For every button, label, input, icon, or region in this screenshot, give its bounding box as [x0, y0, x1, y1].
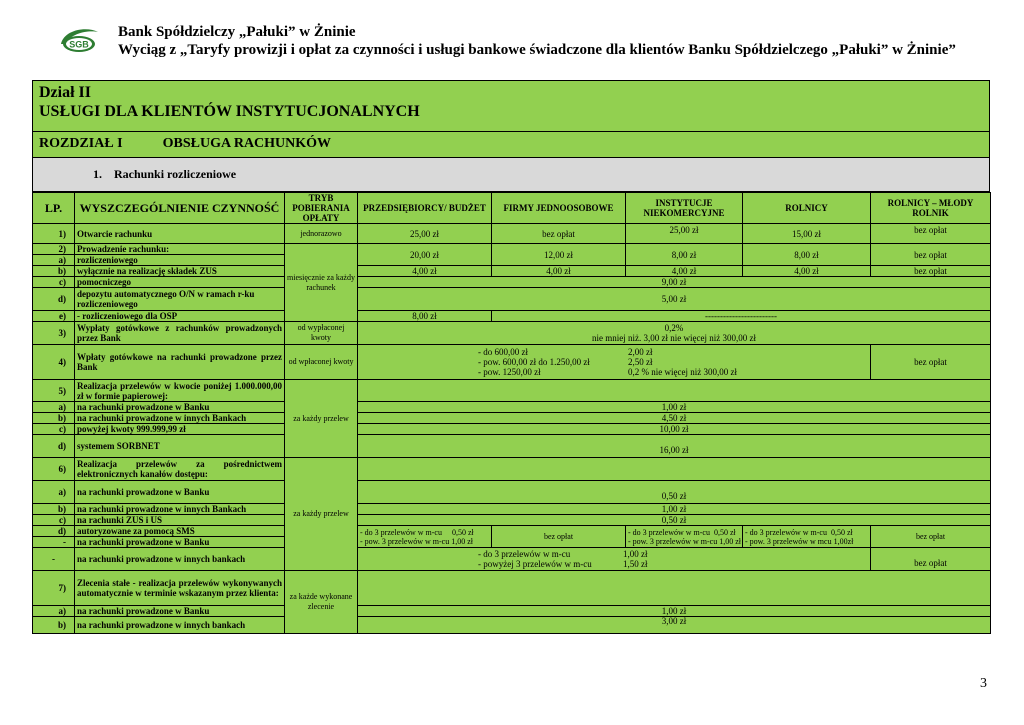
- row-lp: a): [33, 255, 75, 266]
- col-tryb: TRYB POBIERANIA OPŁATY: [285, 193, 358, 224]
- row-firmy: bez opłat: [492, 526, 626, 548]
- row-mlody-rolnik: bez opłat: [871, 244, 991, 266]
- row-firmy: bez opłat: [492, 224, 626, 244]
- table-row: [33, 266, 991, 277]
- row-tryb: za każde wykonane zlecenie: [285, 571, 358, 634]
- col-description: WYSZCZEGÓLNIENIE CZYNNOŚĆ: [75, 193, 285, 224]
- row-rolnicy: 15,00 zł: [743, 224, 871, 244]
- row-tryb: od wypłaconej kwoty: [285, 322, 358, 345]
- row-tryb: za każdy przelew: [285, 458, 358, 571]
- table-row: [33, 413, 991, 424]
- row-desc: na rachunki prowadzone w Banku: [75, 606, 285, 617]
- row-tryb: miesięcznie za każdy rachunek: [285, 244, 358, 322]
- chapter-header: [32, 132, 990, 158]
- row-desc: autoryzowane za pomocą SMS: [75, 526, 285, 537]
- value-limits: nie mniej niż. 3,00 zł nie więcej niż 300,00 zł: [592, 333, 756, 343]
- row-lp: a): [33, 481, 75, 504]
- row-desc: powyżej kwoty 999.999,99 zł: [75, 424, 285, 435]
- svg-text:SGB: SGB: [69, 39, 89, 50]
- row-lp: b): [33, 504, 75, 515]
- table-row: [33, 277, 991, 288]
- row-desc: Wypłaty gotówkowe z rachunków prowadzonych przez Bank: [75, 322, 285, 345]
- row-desc: na rachunki prowadzone w Banku: [75, 481, 285, 504]
- row-lp: 5): [33, 380, 75, 402]
- row-mlody-rolnik: bez opłat: [871, 548, 991, 571]
- row-desc: na rachunki prowadzone w Banku: [75, 402, 285, 413]
- page-header: [52, 20, 1012, 64]
- row-value: [358, 322, 991, 345]
- row-tryb: za każdy przelew: [285, 380, 358, 458]
- table-row: [33, 224, 991, 244]
- table-row: [33, 548, 991, 571]
- row-desc: wyłącznie na realizację składek ZUS: [75, 266, 285, 277]
- row-dashes: ------------------------: [492, 311, 991, 322]
- table-row: [33, 571, 991, 606]
- row-desc: Zlecenia stałe - realizacja przelewów wykonywanych automatycznie w terminie wskazanym przez klienta:: [75, 571, 285, 606]
- row-tryb: jednorazowo: [285, 224, 358, 244]
- row-firmy: 4,00 zł: [492, 266, 626, 277]
- table-row: [33, 617, 991, 634]
- tariff-sheet: [32, 80, 990, 634]
- row-value: 5,00 zł: [358, 288, 991, 311]
- table-row: [33, 515, 991, 526]
- table-row: [33, 606, 991, 617]
- row-lp: c): [33, 277, 75, 288]
- row-rolnicy: 8,00 zł: [743, 244, 871, 266]
- table-row: [33, 380, 991, 402]
- row-lp: 3): [33, 322, 75, 345]
- row-tiered-values: - do 600,00 zł 2,00 zł - pow. 600,00 zł do 1.250,00 zł 2,50 zł - pow. 1250,00 zł 0,2 % nie więcej niż 300,00 zł: [358, 345, 871, 380]
- row-desc: na rachunki prowadzone w innych bankach: [75, 548, 285, 571]
- rozdzial-title: OBSŁUGA RACHUNKÓW: [162, 136, 332, 151]
- table-row: [33, 458, 991, 481]
- table-row: [33, 288, 991, 311]
- row-lp: b): [33, 413, 75, 424]
- table-row: [33, 345, 991, 380]
- row-instytucje: 25,00 zł: [626, 224, 743, 244]
- row-lp: -: [33, 537, 75, 548]
- row-lp: a): [33, 606, 75, 617]
- table-row: [33, 504, 991, 515]
- row-value: 1,00 zł: [358, 606, 991, 617]
- document-subtitle: Wyciąg z „Taryfy prowizji i opłat za czynności i usługi bankowe świadczone dla klientów Banku Spółdzielczego „Pałuki” w Żninie”: [118, 42, 956, 58]
- row-lp: b): [33, 266, 75, 277]
- col-lp: LP.: [33, 193, 75, 224]
- table-row: [33, 244, 991, 255]
- row-firmy: 12,00 zł: [492, 244, 626, 266]
- row-tryb: od wpłaconej kwoty: [285, 345, 358, 380]
- dzial-label: Dział II: [39, 84, 91, 101]
- row-lp: 2): [33, 244, 75, 255]
- bank-name: Bank Spółdzielczy „Pałuki” w Żninie: [118, 24, 356, 40]
- row-value: 1,00 zł: [358, 402, 991, 413]
- row-empty: [358, 380, 991, 402]
- row-instytucje: 4,00 zł: [626, 266, 743, 277]
- row-mlody-rolnik: bez opłat: [871, 266, 991, 277]
- row-desc: na rachunki prowadzone w innych Bankach: [75, 413, 285, 424]
- row-lp: a): [33, 402, 75, 413]
- row-desc: Otwarcie rachunku: [75, 224, 285, 244]
- table-row: [33, 311, 991, 322]
- col-firmy: FIRMY JEDNOOSOBOWE: [492, 193, 626, 224]
- row-mlody-rolnik: bez opłat: [871, 345, 991, 380]
- row-lp: d): [33, 288, 75, 311]
- row-value: 10,00 zł: [358, 424, 991, 435]
- row-desc: na rachunki prowadzone w Banku: [75, 537, 285, 548]
- row-przedsiebiorcy: 20,00 zł: [358, 244, 492, 266]
- row-desc: Realizacja przelewów za pośrednictwem elektronicznych kanałów dostępu:: [75, 458, 285, 481]
- row-tiered-values: - do 3 przelewów w m-cu 1,00 zł - powyżej 3 przelewów w m-cu 1,50 zł: [358, 548, 871, 571]
- row-lp: c): [33, 515, 75, 526]
- row-desc: rozliczeniowego: [75, 255, 285, 266]
- value-percent: 0,2%: [664, 323, 684, 333]
- row-instytucje: - do 3 przelewów w m-cu 0,50 zł - pow. 3 przelewów w m-cu 1,00 zł: [626, 526, 743, 548]
- table-row: [33, 424, 991, 435]
- row-desc: Prowadzenie rachunku:: [75, 244, 285, 255]
- row-lp: -: [33, 548, 75, 571]
- row-lp: d): [33, 435, 75, 458]
- sgb-logo: [56, 24, 102, 56]
- row-lp: 4): [33, 345, 75, 380]
- table-row: [33, 402, 991, 413]
- row-desc: na rachunki prowadzone w innych Bankach: [75, 504, 285, 515]
- row-desc: pomocniczego: [75, 277, 285, 288]
- row-desc: Wpłaty gotówkowe na rachunki prowadzone przez Bank: [75, 345, 285, 380]
- row-desc: systemem SORBNET: [75, 435, 285, 458]
- row-przedsiebiorcy: 8,00 zł: [358, 311, 492, 322]
- row-instytucje: 8,00 zł: [626, 244, 743, 266]
- row-empty: [358, 571, 991, 606]
- row-desc: depozytu automatycznego O/N w ramach r-ku rozliczeniowego: [75, 288, 285, 311]
- row-desc: Realizacja przelewów w kwocie poniżej 1.000.000,00 zł w formie papierowej:: [75, 380, 285, 402]
- row-lp: 7): [33, 571, 75, 606]
- row-rolnicy: 4,00 zł: [743, 266, 871, 277]
- row-desc: na rachunki ZUS i US: [75, 515, 285, 526]
- row-rolnicy: - do 3 przelewów w m-cu 0,50 zł - pow. 3 przelewów w mcu 1,00zł: [743, 526, 871, 548]
- row-desc: na rachunki prowadzone w innych bankach: [75, 617, 285, 634]
- subsection-header: [32, 158, 990, 192]
- row-empty: [358, 458, 991, 481]
- row-przedsiebiorcy: - do 3 przelewów w m-cu 0,50 zł - pow. 3 przelewów w m-cu 1,00 zł: [358, 526, 492, 548]
- section-title: USŁUGI DLA KLIENTÓW INSTYTUCJONALNYCH: [39, 103, 420, 120]
- row-mlody-rolnik: bez opłat: [871, 526, 991, 548]
- row-value: 0,50 zł: [358, 481, 991, 504]
- col-mlody-rolnik: ROLNICY – MŁODY ROLNIK: [871, 193, 991, 224]
- row-lp: c): [33, 424, 75, 435]
- row-value: 3,00 zł: [358, 617, 991, 634]
- row-lp: d): [33, 526, 75, 537]
- rozdzial-label: ROZDZIAŁ I: [39, 136, 123, 151]
- table-row: [33, 435, 991, 458]
- col-przedsiebiorcy: PRZEDSIĘBIORCY/ BUDŻET: [358, 193, 492, 224]
- row-przedsiebiorcy: 25,00 zł: [358, 224, 492, 244]
- row-lp: b): [33, 617, 75, 634]
- subsection-title: 1. Rachunki rozliczeniowe: [93, 167, 237, 181]
- row-value: 4,50 zł: [358, 413, 991, 424]
- row-lp: 6): [33, 458, 75, 481]
- row-value: 16,00 zł: [358, 435, 991, 458]
- tariff-table: [32, 192, 991, 634]
- col-rolnicy: ROLNICY: [743, 193, 871, 224]
- page-number: 3: [980, 676, 987, 691]
- row-przedsiebiorcy: 4,00 zł: [358, 266, 492, 277]
- row-mlody-rolnik: bez opłat: [871, 224, 991, 244]
- table-row: [33, 481, 991, 504]
- col-instytucje: INSTYTUCJE NIEKOMERCYJNE: [626, 193, 743, 224]
- row-value: 1,00 zł: [358, 504, 991, 515]
- table-row: [33, 322, 991, 345]
- section-header: [32, 80, 990, 132]
- row-lp: e): [33, 311, 75, 322]
- row-value: 9,00 zł: [358, 277, 991, 288]
- table-row: [33, 526, 991, 537]
- table-header-row: [33, 193, 991, 224]
- row-lp: 1): [33, 224, 75, 244]
- row-desc: - rozliczeniowego dla OSP: [75, 311, 285, 322]
- row-value: 0,50 zł: [358, 515, 991, 526]
